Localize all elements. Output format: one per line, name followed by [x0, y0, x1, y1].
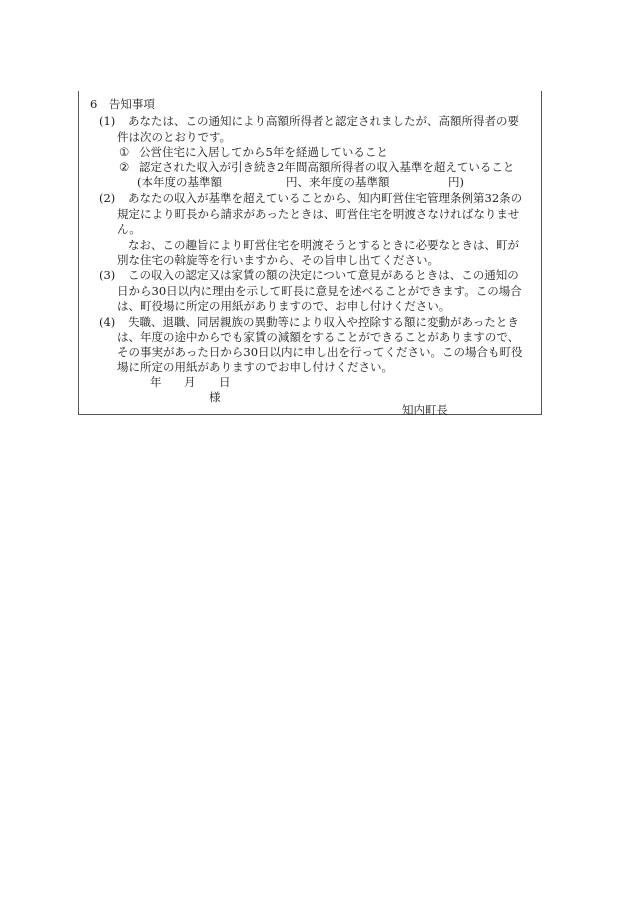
item2-text-line3: ん。: [117, 222, 141, 236]
item2-text-line2: 規定により町長から請求があったときは、町営住宅を明渡さなければなりませ: [117, 207, 520, 221]
date-month-label: 月: [184, 375, 196, 389]
recipient-honorific: 様: [209, 390, 221, 404]
item3-text-line3: は、町役場に所定の用紙がありますので、お申し付けください。: [117, 299, 451, 313]
item4-text-line3: その事実があった日から30日以内に申し出を行ってください。この場合も町役: [117, 345, 523, 359]
item2-text-line1: あなたの収入が基準を超えていることから、知内町営住宅管理条例第32条の: [128, 191, 523, 205]
item1-text-line1: あなたは、この通知により高額所得者と認定されましたが、高額所得者の要: [128, 114, 519, 128]
item4-text-line2: は、年度の途中からでも家賃の減額をすることができることがありますので、: [117, 330, 520, 344]
item4-label: (4): [99, 315, 116, 329]
item2-note-line1: なお、この趣旨により町営住宅を明渡そうとするときに必要なときは、町が: [128, 238, 519, 252]
item3-text-line2: 日から30日以内に理由を示して町長に意見を述べることができます。この場合: [117, 284, 522, 298]
notice-heading: 6 告知事項: [90, 97, 155, 111]
basis-yen-close: 円): [448, 175, 464, 189]
item1-sub1-text: 公営住宅に入居してから5年を経過していること: [139, 145, 388, 159]
item1-sub2-text: 認定された収入が引き続き2年間高額所得者の収入基準を超えていること: [139, 160, 515, 174]
item2-note-line2: 別な住宅の斡旋等を行いますから、その旨申し出てください。: [117, 253, 439, 267]
date-day-label: 日: [219, 375, 231, 389]
item4-text-line4: 場に所定の用紙がありますのでお申し付けください。: [117, 360, 393, 374]
basis-this-year-label: (本年度の基準額: [137, 175, 222, 189]
date-year-label: 年: [150, 375, 162, 389]
item3-text-line1: この収入の認定又は家賃の額の決定について意見があるときは、この通知の: [128, 268, 519, 282]
item4-text-line1: 失職、退職、同居親族の異動等により収入や控除する額に変動があったとき: [128, 315, 519, 329]
basis-next-year-label: 円、来年度の基準額: [286, 175, 390, 189]
item2-label: (2): [99, 191, 116, 205]
item1-text-line2: 件は次のとおりです。: [117, 130, 232, 144]
item1-sub1-number: ①: [119, 145, 130, 159]
issuer-name: 知内町長: [402, 403, 448, 417]
item3-label: (3): [99, 268, 116, 282]
item1-sub2-number: ②: [119, 160, 130, 174]
item1-label: (1): [99, 114, 116, 128]
